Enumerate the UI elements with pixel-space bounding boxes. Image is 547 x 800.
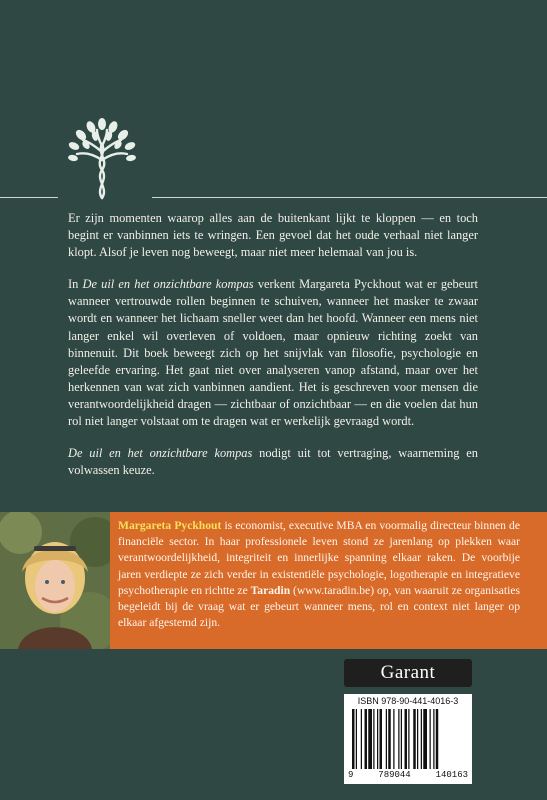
barcode-bar: [408, 709, 409, 769]
book-title-inline: De uil en het onzichtbare kompas: [68, 446, 253, 461]
author-photo: [0, 512, 110, 649]
barcode-bar: [373, 709, 374, 769]
barcode-bar: [356, 709, 357, 769]
publisher-logo: Garant: [344, 659, 472, 687]
barcode-bar: [401, 709, 402, 769]
barcode-bar: [352, 709, 355, 769]
barcode-bar: [417, 709, 418, 769]
barcode-bar: [436, 709, 439, 769]
barcode-bar: [405, 709, 408, 769]
barcode-bar: [393, 709, 394, 769]
barcode-digit-group-2: 789044: [378, 770, 411, 780]
divider-right: [152, 197, 547, 198]
barcode-bar: [398, 709, 399, 769]
barcode-bar: [421, 709, 422, 769]
barcode-bar: [377, 709, 378, 769]
barcode-bar: [368, 709, 372, 769]
barcode-bar: [386, 709, 387, 769]
barcode-bar: [388, 709, 391, 769]
blurb-paragraph-2: In De uil en het onzichtbare kompas verkent Margareta Pyckhout wat er gebeurt wanneer vertrouwde rollen beginnen te schuiven, wanneer het masker te zwaar wordt en wanneer het lichaam sneller weet dan het hoofd. Wanneer een mens niet langer enkel wil overleven of voldoen, maar opnieuw richting zoekt van binnenuit. Dit boek beweegt zich op het snijvlak van filosofie, psychologie en geleefde ervaring. Het gaat niet over analyseren vanop afstand, maar over het herkennen van wat zich vanbinnen aandient. Het is geschreven voor mensen die verantwoordelijkheid dragen — zichtbaar of onzichtbaar — en die voelen dat hun rol niet langer volstaat om te dragen wat er werkelijk gevraagd wordt.: [68, 277, 479, 429]
barcode-digit-group-1: 9: [348, 770, 354, 780]
brand-name: Taradin: [250, 583, 291, 597]
blurb-paragraph-1: Er zijn momenten waarop alles aan de buitenkant lijkt te kloppen — en toch begint er vanbinnen iets te wringen. Een gevoel dat het oude verhaal niet langer klopt. Alsof je leven nog beweegt, maar niet meer helemaal van jou is.: [68, 211, 478, 260]
author-bio: Margareta Pyckhout is economist, executive MBA en voormalig directeur binnen de financiële sector. In haar professionele leven stond ze jarenlang op plekken waar verantwoordelijkheid, integriteit en innerlijke spanning elkaar raken. De voorbije jaren verdiepte ze zich verder in existentiële psychologie, logotherapie en integratieve psychotherapie en richtte ze Taradin (www.taradin.be) op, van waaruit ze organisaties begeleidt bij de vraag wat er gebeurt wanneer mens, rol en context niet langer op elkaar afgestemd zijn.: [118, 519, 521, 630]
divider-left: [0, 197, 58, 198]
barcode-bar: [361, 709, 362, 769]
barcode-digits: [344, 770, 472, 780]
barcode-bar: [380, 709, 383, 769]
barcode-bar: [433, 709, 434, 769]
isbn-label: ISBN 978-90-441-4016-3: [357, 696, 459, 706]
blurb-paragraph-3: De uil en het onzichtbare kompas nodigt uit tot vertraging, waarneming en volwassen keuze.: [68, 446, 478, 478]
tree-of-life-icon: [67, 118, 137, 200]
barcode-bar: [413, 709, 416, 769]
barcode-bar: [365, 709, 368, 769]
barcode-bar: [423, 709, 427, 769]
book-title-inline: De uil en het onzichtbare kompas: [82, 277, 254, 292]
book-blurb: [68, 210, 478, 494]
author-band: [0, 512, 547, 649]
barcode-bar: [430, 709, 431, 769]
barcode-digit-group-3: 140163: [435, 770, 468, 780]
isbn-block: [344, 694, 472, 784]
barcode: [352, 709, 464, 769]
author-name: Margareta Pyckhout: [118, 519, 222, 532]
